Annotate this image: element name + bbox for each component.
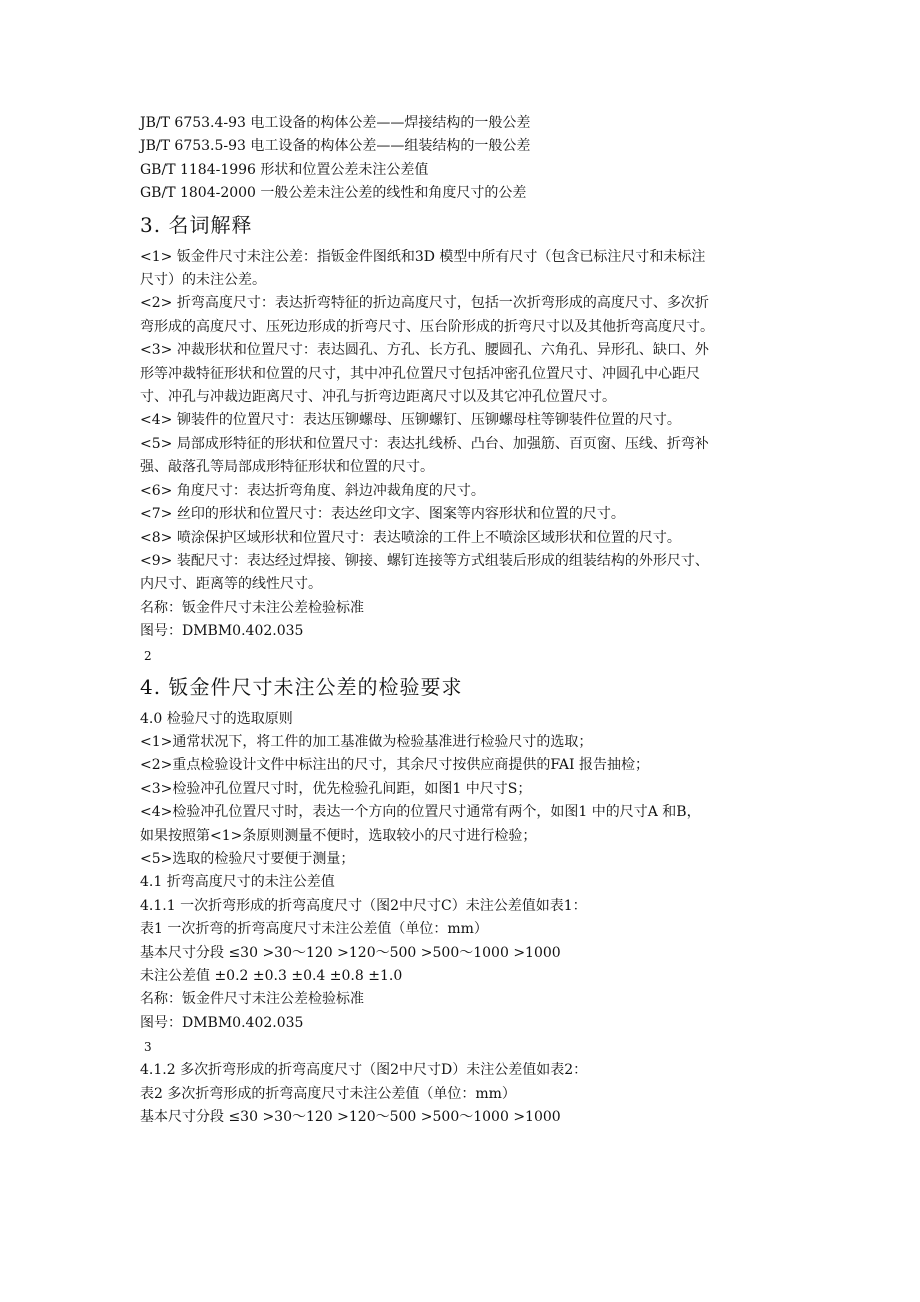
requirement-line: <4>检验冲孔位置尺寸时，表达一个方向的位置尺寸通常有两个，如图1 中的尺寸A 和B， (140, 804, 701, 821)
standard-ref: GB/T 1804-2000 一般公差未注公差的线性和角度尺寸的公差 (140, 185, 527, 202)
document-name: 名称：钣金件尺寸未注公差检验标准 (140, 991, 364, 1008)
section-heading: 4. 钣金件尺寸未注公差的检验要求 (140, 674, 463, 699)
table-caption: 表1 一次折弯的折弯高度尺寸未注公差值（单位：mm） (140, 921, 488, 938)
requirement-line: 4.0 检验尺寸的选取原则 (140, 710, 293, 727)
requirement-line: <1>通常状况下，将工件的加工基准做为检验基准进行检验尺寸的选取； (140, 733, 593, 750)
subsection-title: 4.1 折弯高度尺寸的未注公差值 (140, 874, 335, 891)
requirement-line: <5>选取的检验尺寸要便于测量； (140, 850, 355, 867)
inspection-requirements (140, 708, 800, 989)
definition-line: <6> 角度尺寸：表达折弯角度、斜边冲裁角度的尺寸。 (140, 482, 485, 499)
definition-line: <5> 局部成形特征的形状和位置尺寸：表达扎线桥、凸台、加强筋、百页窗、压线、折弯补 (140, 435, 709, 452)
definition-line: <2> 折弯高度尺寸：表达折弯特征的折边高度尺寸，包括一次折弯形成的高度尺寸、多次折 (140, 295, 709, 312)
definition-line: 强、敲落孔等局部成形特征形状和位置的尺寸。 (140, 459, 434, 476)
requirement-line: 4.1.2 多次折弯形成的折弯高度尺寸（图2中尺寸D）未注公差值如表2： (140, 1062, 588, 1079)
requirement-line: <2>重点检验设计文件中标注出的尺寸，其余尺寸按供应商提供的FAI 报告抽检； (140, 757, 649, 774)
definition-line: <4> 铆装件的位置尺寸：表达压铆螺母、压铆螺钉、压铆螺母柱等铆装件位置的尺寸。 (140, 412, 681, 429)
standards-list (140, 112, 800, 206)
table-row: 未注公差值 ±0.2 ±0.3 ±0.4 ±0.8 ±1.0 (140, 968, 403, 984)
standard-ref: GB/T 1184-1996 形状和位置公差未注公差值 (140, 161, 429, 178)
page-number: 3 (144, 1040, 152, 1055)
standard-ref: JB/T 6753.4-93 电工设备的构体公差——焊接结构的一般公差 (140, 115, 531, 131)
definition-line: <1> 钣金件尺寸未注公差：指钣金件图纸和3D 模型中所有尺寸（包含已标注尺寸和未标注 (140, 248, 706, 265)
requirement-line: 如果按照第<1>条原则测量不便时，选取较小的尺寸进行检验； (140, 827, 537, 844)
table-row: 基本尺寸分段 ≤30 >30～120 >120～500 >500～1000 >1000 (140, 1109, 561, 1126)
requirement-line: <3>检验冲孔位置尺寸时，优先检验孔间距，如图1 中尺寸S； (140, 780, 532, 797)
section-heading: 3. 名词解释 (140, 212, 253, 237)
definition-line: <8> 喷涂保护区域形状和位置尺寸：表达喷涂的工件上不喷涂区域形状和位置的尺寸。 (140, 529, 681, 546)
requirement-line: 4.1.1 一次折弯形成的折弯高度尺寸（图2中尺寸C）未注公差值如表1： (140, 897, 587, 914)
drawing-number: 图号：DMBM0.402.035 (140, 623, 304, 640)
definitions (140, 246, 800, 597)
definition-line: 内尺寸、距离等的线性尺寸。 (140, 576, 322, 593)
document-page (140, 112, 800, 1129)
definition-line: 形等冲裁特征形状和位置的尺寸，其中冲孔位置尺寸包括冲密孔位置尺寸、冲圆孔中心距尺 (140, 365, 700, 382)
definition-line: 弯形成的高度尺寸、压死边形成的折弯尺寸、压台阶形成的折弯尺寸以及其他折弯高度尺寸。 (140, 318, 714, 335)
definition-line: <9> 装配尺寸：表达经过焊接、铆接、螺钉连接等方式组装后形成的组装结构的外形尺寸、 (140, 552, 709, 569)
definition-line: <7> 丝印的形状和位置尺寸：表达丝印文字、图案等内容形状和位置的尺寸。 (140, 506, 625, 523)
definition-line: 尺寸）的未注公差。 (140, 272, 266, 289)
standard-ref: JB/T 6753.5-93 电工设备的构体公差——组装结构的一般公差 (140, 138, 531, 155)
page-footer (140, 597, 800, 668)
table-caption: 表2 多次折弯形成的折弯高度尺寸未注公差值（单位：mm） (140, 1085, 516, 1102)
table-row: 基本尺寸分段 ≤30 >30～120 >120～500 >500～1000 >1000 (140, 944, 561, 961)
definition-line: <3> 冲裁形状和位置尺寸：表达圆孔、方孔、长方孔、腰圆孔、六角孔、异形孔、缺口、外 (140, 342, 709, 359)
inspection-requirements-continued (140, 1059, 800, 1129)
drawing-number: 图号：DMBM0.402.035 (140, 1014, 304, 1031)
definition-line: 寸、冲孔与冲裁边距离尺寸、冲孔与折弯边距离尺寸以及其它冲孔位置尺寸。 (140, 389, 616, 406)
page-footer (140, 988, 800, 1059)
page-number: 2 (144, 648, 152, 663)
document-name: 名称：钣金件尺寸未注公差检验标准 (140, 599, 364, 616)
